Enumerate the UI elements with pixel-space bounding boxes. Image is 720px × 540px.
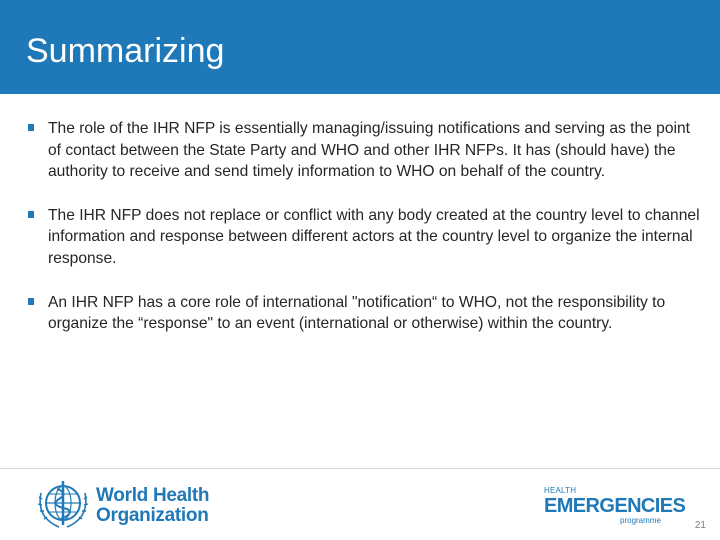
bullet-square-icon <box>28 298 34 305</box>
bullet-item <box>28 118 700 183</box>
emergencies-logo-main: EMERGENCIES <box>544 495 686 517</box>
who-logo <box>35 477 235 529</box>
bullet-text: An IHR NFP has a core role of international "notification“ to WHO, not the responsibility to organize the “response" to an event (international or otherwise) within the country. <box>48 293 666 333</box>
who-wordmark-line1: World Health <box>96 485 210 506</box>
who-wordmark <box>96 486 209 526</box>
who-emblem-icon <box>35 477 91 529</box>
emergencies-logo-bottom: programme <box>620 516 661 525</box>
title-bar <box>0 0 720 94</box>
health-emergencies-logo <box>544 486 686 526</box>
bullet-item <box>28 205 700 270</box>
bullet-item <box>28 292 700 335</box>
footer-divider <box>0 468 720 469</box>
slide-title: Summarizing <box>26 32 225 70</box>
bullet-text: The role of the IHR NFP is essentially managing/issuing notifications and serving as the point of contact between the State Party and WHO and other IHR NFPs. It has (should have) the authority to receive and send timely information to WHO on behalf of the country. <box>48 120 690 181</box>
slide-body <box>28 118 700 357</box>
who-wordmark-line2: Organization <box>96 505 209 526</box>
page-number: 21 <box>694 520 706 531</box>
emergencies-logo-top: HEALTH <box>544 486 577 495</box>
bullet-text: The IHR NFP does not replace or conflict with any body created at the country level to channel information and response between different actors at the country level to organize the internal response. <box>48 206 700 267</box>
bullet-square-icon <box>28 211 34 218</box>
bullet-square-icon <box>28 124 34 131</box>
